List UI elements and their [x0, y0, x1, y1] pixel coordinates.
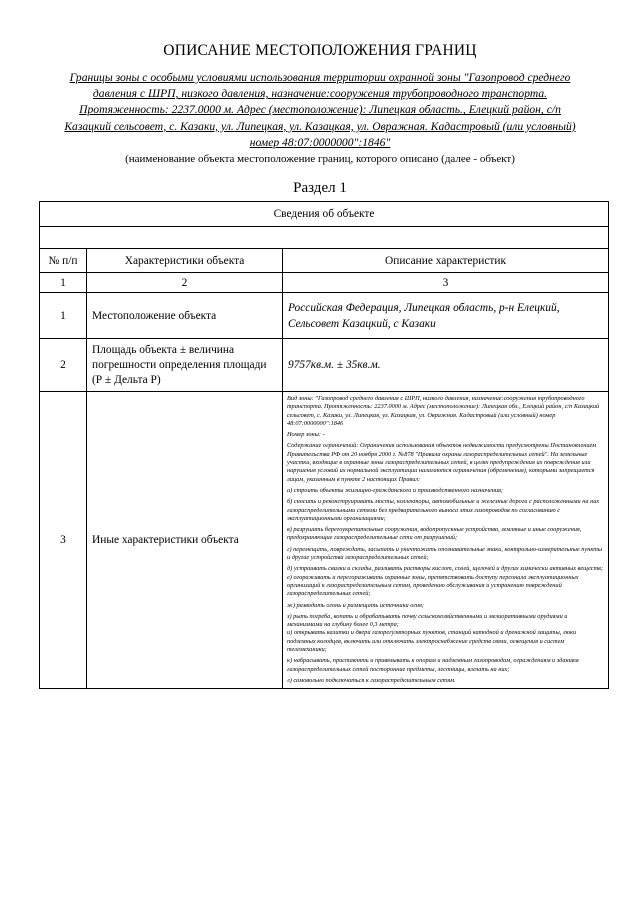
restriction-paragraph: и) открывать калитки и двери газорегуляторных пунктов, станций катодной и дренажной защиты, люки подземных колодцев, включать или отключать электроснабжение средств связи, освещения и систем телемеханики;: [287, 629, 577, 654]
area-name-line: Площадь объекта ± величина: [92, 343, 235, 356]
restriction-paragraph: з) рыть погреба, копать и обрабатывать почву сельскохозяйственными и мелиоративными орудиями и механизмами на глубину более 0,3 метра;: [287, 612, 568, 629]
restriction-paragraph: Номер зоны: -: [287, 431, 325, 439]
empty-cell: [40, 227, 609, 249]
table-empty-row: [40, 227, 609, 249]
column-number: 1: [40, 273, 87, 293]
restriction-paragraph: ж) разводить огонь и размещать источники огня;: [287, 601, 424, 609]
restriction-paragraph: а) строить объекты жилищно-гражданского и производственного назначения;: [287, 486, 504, 494]
section-title: Раздел 1: [293, 180, 347, 196]
zone-line: давления с ШРП, низкого давления, назначение:сооружения трубопроводного транспорта.: [92, 87, 548, 101]
row-area-value: 9757кв.м. ± 35кв.м.: [283, 339, 609, 392]
object-info-table: [39, 201, 609, 689]
restriction-paragraph: е) огораживать и перегораживать охранные зоны, препятствовать доступу персонала эксплуатационных организаций к газораспределительным сетям, проведению обслуживания и устранению повреждений газораспределительных сетей;: [287, 573, 579, 598]
location-line: Сельсовет Казацкий, с Казаки: [288, 317, 436, 330]
table-heading-row: [40, 202, 609, 227]
restriction-paragraph: г) перемещать, повреждать, засыпать и уничтожать опознавательные знаки, контрольно-измерительные пункты и другие устройства газораспределительных сетей;: [287, 545, 603, 562]
restriction-paragraph: б) сносить и реконструировать мосты, коллекторы, автомобильные и железные дороги с расположенными на них газораспределительными сетями без предварительного выноса этих газопроводов по согласованию с эксплуатационными организациями;: [287, 498, 600, 522]
table-row: [40, 392, 609, 689]
header-characteristic: Характеристики объекта: [87, 249, 283, 273]
restriction-paragraph: Вид зоны: "Газопровод среднего давления с ШРП, низкого давления, назначение:сооружения трубопроводного транспорта. Протяженность: 2237.0000 м. Адрес (местоположение): Липецкая обл., Елецкий район, с/п Казацкий сельсовет, с. Казаки, ул. Липецкая, ул. Казацкая, ул. Овражная. Кадастровый (или условный) номер 48:07:0000000":1846: [287, 395, 600, 427]
restriction-paragraph: д) устраивать свалки и склады, разливать растворы кислот, солей, щелочей и других химически активных веществ;: [287, 565, 603, 573]
header-description: Описание характеристик: [283, 249, 609, 273]
restrictions-text: [283, 392, 609, 689]
restriction-paragraph: в) разрушать берегоукрепительные сооружения, водопропускные устройства, земляные и иные сооружения, предохраняющие газораспределительные сети от разрушений;: [287, 526, 582, 542]
column-number: 2: [87, 273, 283, 293]
row-characteristic: Местоположение объекта: [87, 293, 283, 339]
area-name-line: погрешности определения площади: [92, 358, 267, 371]
page-title: ОПИСАНИЕ МЕСТОПОЛОЖЕНИЯ ГРАНИЦ: [163, 42, 477, 59]
restriction-paragraph: л) самовольно подключаться к газораспределительным сетям.: [287, 676, 456, 684]
zone-line: Казацкий сельсовет, с. Казаки, ул. Липецкая, ул. Казацкая, ул. Овражная. Кадастровый (или условный): [64, 119, 576, 133]
table-row: [40, 293, 609, 339]
row-characteristic: [87, 339, 283, 392]
row-number: 3: [40, 392, 87, 689]
zone-line: номер 48:07:0000000":1846": [249, 135, 391, 149]
table-row: [40, 339, 609, 392]
table-heading: Сведения об объекте: [40, 202, 609, 227]
column-number-row: [40, 273, 609, 293]
zone-line: Границы зоны с особыми условиями использования территории охранной зоны "Газопровод среднего: [69, 71, 571, 84]
location-line: Российская Федерация, Липецкая область, р-н Елецкий,: [288, 301, 560, 314]
header-number: № п/п: [40, 249, 87, 273]
object-caption: (наименование объекта местоположение границ, которого описано (далее - объект): [125, 153, 515, 165]
restriction-paragraph: к) набрасывать, приставлять и привязывать к опорам и надземным газопроводам, ограждениям и зданиям газораспределительных сетей посторонние предметы, лестницы, влезать на них;: [287, 657, 579, 673]
row-number: 2: [40, 339, 87, 392]
zone-line: Протяженность: 2237.0000 м. Адрес (местоположение): Липецкая область., Елецкий район, с/п: [79, 103, 561, 117]
restriction-paragraph: Содержание ограничений: Ограничения использования объектов недвижимости предусмотрены Постановлением Правительства РФ от 20 ноября 2000 г. №878 "Правила охраны газораспределительных сетей". На земельные участки, входящие в охранные зоны газораспределительных сетей, в целях предупреждения их повреждения или нарушения условий их нормальной эксплуатации налагаются ограничения (обременения), которыми запрещается лицам, указанным в пункте 2 настоящих Правил:: [287, 442, 597, 483]
area-name-line: (Р ± Дельта Р): [92, 373, 161, 386]
zone-description: [60, 70, 580, 151]
row-characteristic: Иные характеристики объекта: [87, 392, 283, 689]
row-number: 1: [40, 293, 87, 339]
table-header-row: [40, 249, 609, 273]
row-location-value: [283, 293, 609, 339]
column-number: 3: [283, 273, 609, 293]
